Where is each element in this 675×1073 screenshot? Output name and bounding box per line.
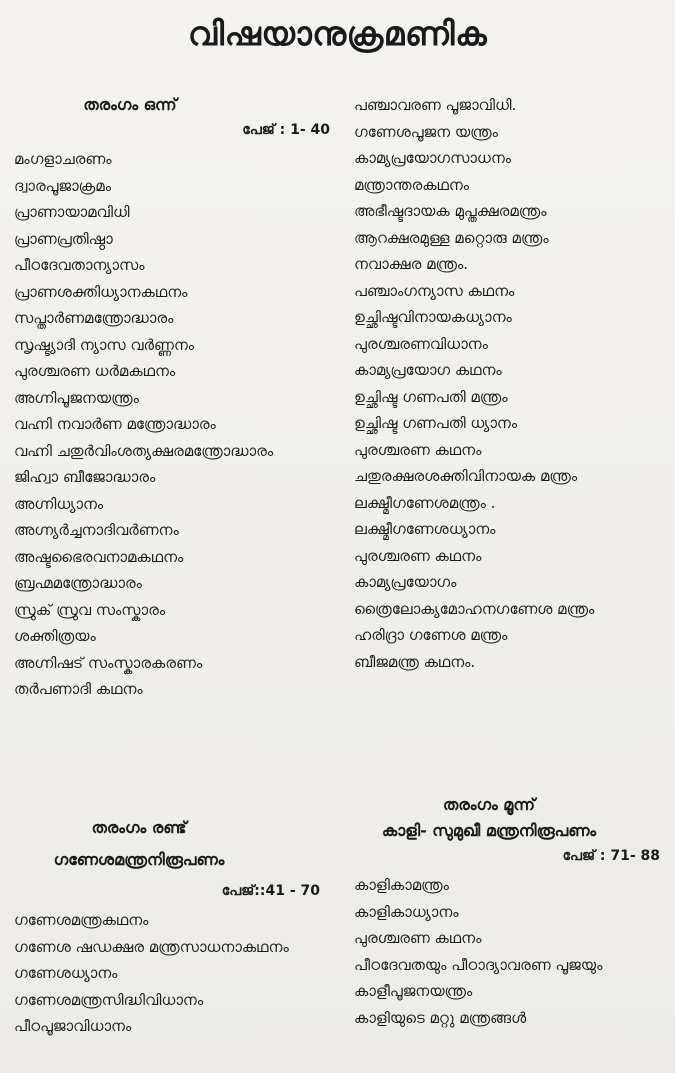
toc-entry: പ്രാണശക്തിധ്യാനകഥനം bbox=[14, 282, 188, 301]
section-taramgam-1 bbox=[14, 92, 344, 703]
section-heading: തരംഗം മൂന്ന് bbox=[443, 795, 535, 814]
toc-entry: അഗ്ന്യർച്ചനാദിവർണനം bbox=[14, 521, 179, 539]
section-taramgam-2 bbox=[14, 815, 344, 1040]
toc-entry: പഞ്ചാവരണ പൂജാവിധി. bbox=[354, 96, 517, 114]
section-subheading: കാളി- സുമുഖീ മന്ത്രനിരൂപണം bbox=[381, 821, 597, 840]
toc-entry: ദ്വാരപൂജാക്രമം bbox=[14, 176, 111, 195]
toc-entry: വഹ്നി ചതുർവിംശത്യക്ഷരമന്ത്രോദ്ധാരം bbox=[14, 441, 274, 460]
toc-entry: പുരശ്ചരണ കഥനം bbox=[354, 440, 482, 459]
toc-entry: ആറക്ഷരമുള്ള മറ്റൊരു മന്ത്രം bbox=[354, 228, 549, 247]
toc-entry: ബ്രഹ്മമന്ത്രോദ്ധാരം bbox=[14, 574, 142, 592]
toc-entry: പ്രാണായാമവിധി bbox=[14, 203, 130, 221]
toc-entry: ഗണേശ ഷഡക്ഷര മന്ത്രസാധനാകഥനം bbox=[14, 937, 289, 956]
toc-list bbox=[14, 907, 344, 1040]
toc-entry: അഗ്നിധ്യാനം bbox=[14, 494, 104, 513]
page-title: വിഷയാനുക്രമണിക bbox=[187, 14, 488, 53]
toc-entry: ലക്ഷ്മീഗണേശമന്ത്രം . bbox=[354, 493, 496, 512]
toc-entry: അഭീഷ്ടദായക മുപ്തക്ഷരമന്ത്രം bbox=[354, 202, 547, 220]
toc-entry: ഉച്ഛിഷ്ടവിനായകധ്യാനം bbox=[354, 308, 512, 326]
page-range: പേജ് : 71- 88 bbox=[562, 848, 660, 864]
toc-entry: പഞ്ചാംഗന്യാസ കഥനം bbox=[354, 281, 515, 300]
toc-entry: ശക്തിത്രയം bbox=[14, 627, 96, 645]
toc-entry: നവാക്ഷര മന്ത്രം. bbox=[354, 255, 469, 273]
toc-entry: ലക്ഷ്മീഗണേശധ്യാനം bbox=[354, 520, 496, 538]
toc-entry: ഉച്ഛിഷ്ട ഗണപതി ധ്യാനം bbox=[354, 414, 518, 432]
page-range: പേജ്::41 - 70 bbox=[221, 883, 320, 899]
section-subheading: ഗണേശമന്ത്രനിരൂപണം bbox=[53, 850, 225, 869]
toc-list bbox=[354, 872, 672, 1031]
toc-entry: പീഠദേവതാന്യാസം bbox=[14, 256, 145, 274]
toc-entry: അഗ്നിഷട് സംസ്കാരകരണം bbox=[14, 653, 203, 672]
toc-entry: പുരശ്ചരണ കഥനം bbox=[354, 929, 482, 947]
toc-entry: സപ്താർണമന്ത്രോദ്ധാരം bbox=[14, 309, 174, 327]
page-range: പേജ് : 1- 40 bbox=[242, 122, 330, 138]
toc-entry: പീഠപൂജാവിധാനം bbox=[14, 1017, 132, 1035]
toc-entry: മംഗളാചരണം bbox=[14, 150, 112, 168]
toc-entry: ചതുരക്ഷരശക്തിവിനായക മന്ത്രം bbox=[354, 467, 578, 485]
toc-entry: അഷ്ടഭൈരവനാമകഥനം bbox=[14, 547, 184, 566]
toc-entry: ഗണേശധ്യാനം bbox=[14, 964, 118, 982]
section-taramgam-3 bbox=[354, 792, 672, 1031]
toc-entry: പീഠദേവതയും പീഠാദ്യാവരണ പൂജയും bbox=[354, 955, 603, 974]
toc-entry: കാമ്യപ്രയോഗ കഥനം bbox=[354, 361, 502, 379]
toc-entry: സൃഷ്ട്യാദി ന്യാസ വർണ്ണനം bbox=[14, 335, 195, 354]
toc-entry: കാളികാധ്യാനം bbox=[354, 902, 459, 921]
toc-entry: കാളികാമന്ത്രം bbox=[354, 876, 449, 894]
toc-entry: പ്രാണപ്രതിഷ്ഠാ bbox=[14, 229, 113, 248]
toc-entry: പുരശ്ചരണവിധാനം bbox=[354, 334, 488, 353]
toc-entry: അഗ്നിപൂജനയന്ത്രം bbox=[14, 388, 139, 407]
toc-entry: ഗണേശപൂജന യന്ത്രം bbox=[354, 122, 498, 141]
toc-entry: കാളിയുടെ മറ്റു മന്ത്രങ്ങൾ bbox=[354, 1008, 527, 1027]
toc-entry: ജിഹ്വാ ബീജോദ്ധാരം bbox=[14, 468, 156, 486]
toc-entry: കാമ്യപ്രയോഗസാധനം bbox=[354, 149, 512, 167]
toc-entry: പുരശ്ചരണ ധർമകഥനം bbox=[14, 362, 176, 380]
toc-entry: കാളീപൂജനയന്ത്രം bbox=[354, 982, 473, 1000]
toc-entry: ഗണേശമന്ത്രകഥനം bbox=[14, 911, 149, 929]
toc-entry: മന്ത്രാന്തരകഥനം bbox=[354, 175, 470, 194]
toc-entry: കാമ്യപ്രയോഗം bbox=[354, 573, 457, 591]
toc-entry: ഹരിദ്രാ ഗണേശ മന്ത്രം bbox=[354, 626, 508, 644]
section-heading: തരംഗം രണ്ട് bbox=[91, 818, 187, 837]
section-heading: തരംഗം ഒന്ന് bbox=[83, 95, 177, 114]
toc-entry: ത്രൈലോക്യമോഹനഗണേശ മന്ത്രം bbox=[354, 599, 595, 618]
toc-entry: ഗണേശമന്ത്രസിദ്ധിവിധാനം bbox=[14, 990, 204, 1009]
toc-list bbox=[14, 146, 344, 703]
toc-list bbox=[354, 92, 672, 675]
toc-entry: തർപണാദി കഥനം bbox=[14, 680, 143, 698]
toc-entry: വഹ്നി നവാർണ മന്ത്രോദ്ധാരം bbox=[14, 415, 216, 433]
toc-entry: സ്രുക് സ്രുവ സംസ്കാരം bbox=[14, 600, 166, 619]
toc-entry: പുരശ്ചരണ കഥനം bbox=[354, 546, 482, 565]
toc-entry: ഉച്ഛിഷ്ട ഗണപതി മന്ത്രം bbox=[354, 387, 508, 406]
toc-entry: ബീജമന്ത്ര കഥനം. bbox=[354, 652, 476, 671]
